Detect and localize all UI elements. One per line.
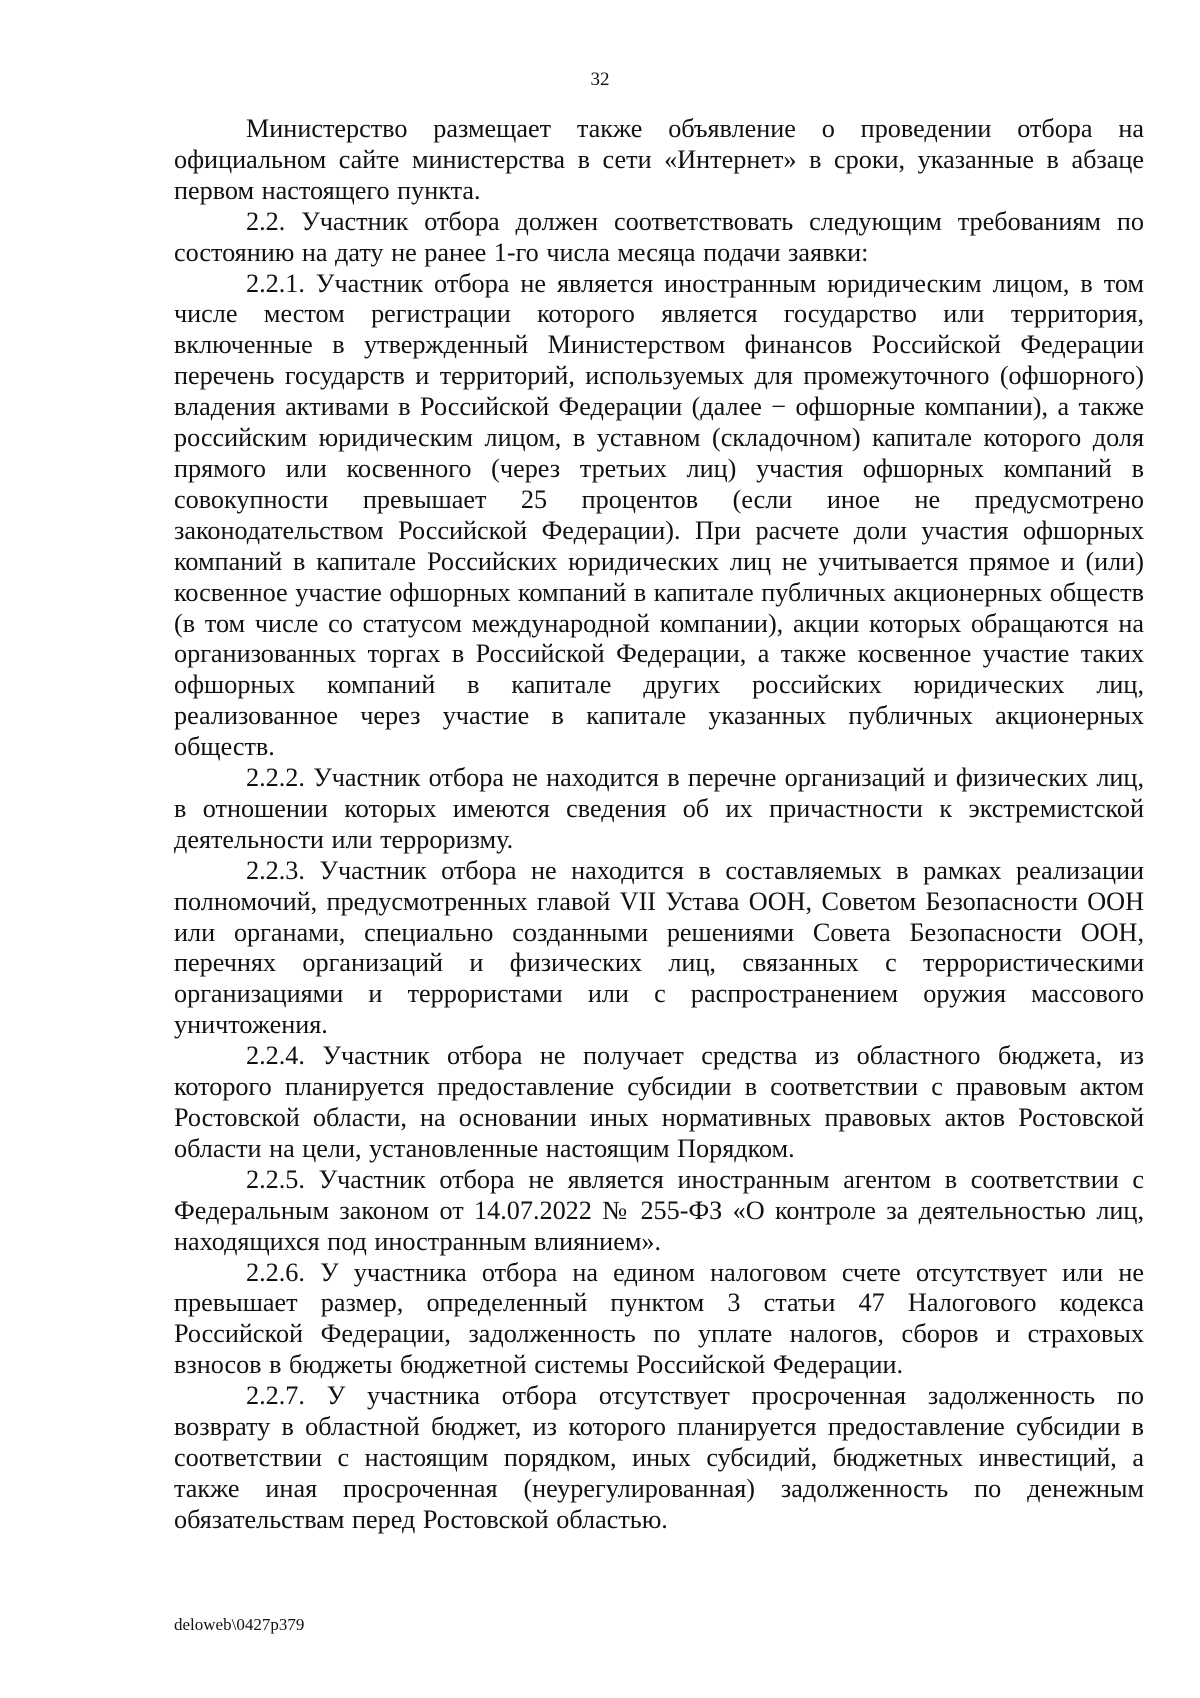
paragraph-2-2-4: 2.2.4. Участник отбора не получает средства из областного бюджета, из которого планируется предоставление субсидии в соответствии с правовым актом Ростовской области, на основании иных нормативных правовых актов Ростовской области на цели, установленные настоящим Порядком. (174, 1041, 1144, 1163)
paragraph-2-2-6: 2.2.6. У участника отбора на едином налоговом счете отсутствует или не превышает размер, определенный пунктом 3 статьи 47 Налогового кодекса Российской Федерации, задолженность по уплате налогов, сборов и страховых взносов в бюджеты бюджетной системы Российской Федерации. (174, 1257, 1144, 1380)
document-footer-code: deloweb\0427p379 (174, 1615, 305, 1634)
page-number: 32 (590, 69, 610, 90)
paragraph-2-2: 2.2. Участник отбора должен соответствовать следующим требованиям по состоянию на дату не ранее 1-го числа месяца подачи заявки: (174, 206, 1144, 267)
paragraph-2-2-5: 2.2.5. Участник отбора не является иностранным агентом в соответствии с Федеральным законом от 14.07.2022 № 255-ФЗ «О контроле за деятельностью лиц, находящихся под иностранным влиянием». (174, 1164, 1144, 1256)
paragraph-announcement: Министерство размещает также объявление о проведении отбора на официальном сайте министерства в сети «Интернет» в сроки, указанные в абзаце первом настоящего пункта. (174, 114, 1144, 205)
document-body (174, 114, 1144, 1536)
paragraph-2-2-7: 2.2.7. У участника отбора отсутствует просроченная задолженность по возврату в областной бюджет, из которого планируется предоставление субсидии в соответствии с настоящим порядком, иных субсидий, бюджетных инвестиций, а также иная просроченная (неурегулированная) задолженность по денежным обязательствам перед Ростовской областью. (174, 1381, 1144, 1534)
paragraph-2-2-1: 2.2.1. Участник отбора не является иностранным юридическим лицом, в том числе местом регистрации которого является государство или территория, включенные в утвержденный Министерством финансов Российской Федерации перечень государств и территорий, используемых для промежуточного (офшорного) владения активами в Российской Федерации (далее − офшорные компании), а также российским юридическим лицом, в уставном (складочном) капитале которого доля прямого или косвенного (через третьих лиц) участия офшорных компаний в совокупности превышает 25 процентов (если иное не предусмотрено законодательством Российской Федерации). При расчете доли участия офшорных компаний в капитале Российских юридических лиц не учитывается прямое и (или) косвенное участие офшорных компаний в капитале публичных акционерных обществ (в том числе со статусом международной компании), акции которых обращаются на организованных торгах в Российской Федерации, а также косвенное участие таких офшорных компаний в капитале других российских юридических лиц, реализованное через участие в капитале указанных публичных акционерных обществ. (174, 268, 1144, 762)
paragraph-2-2-3: 2.2.3. Участник отбора не находится в составляемых в рамках реализации полномочий, предусмотренных главой VII Устава ООН, Советом Безопасности ООН или органами, специально созданными решениями Совета Безопасности ООН, перечнях организаций и физических лиц, связанных с террористическими организациями и террористами или с распространением оружия массового уничтожения. (174, 855, 1144, 1040)
paragraph-2-2-2: 2.2.2. Участник отбора не находится в перечне организаций и физических лиц, в отношении которых имеются сведения об их причастности к экстремистской деятельности или терроризму. (174, 763, 1144, 854)
